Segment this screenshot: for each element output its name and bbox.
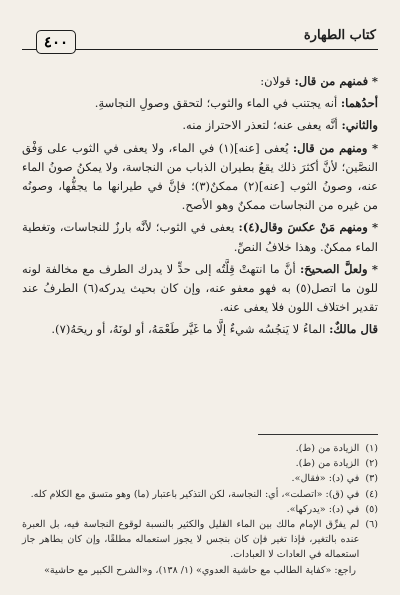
- footnote-number: (٥): [365, 503, 378, 515]
- paragraph-lead: أحدُهما:: [340, 96, 378, 111]
- footnote: [22, 487, 378, 502]
- footnote-text: لم يفرِّق الإمام مالك بين الماء القليل والكثير بالنسبة لوقوع النجاسة فيه، بل العبرة عنده بالتغير، فإذا تغير فإن كان بنجس لا يجوز استعماله مطلقًا، وإن كان بطاهر جاز استعماله في العادات لا العبادات.: [22, 519, 360, 561]
- footnote-divider: [258, 434, 378, 435]
- footnote: [22, 517, 378, 563]
- footnote: [22, 502, 378, 517]
- paragraph-text: قولان:: [260, 74, 295, 88]
- paragraph-lead: ولعلَّ الصحيحَ:: [299, 261, 368, 276]
- footnote-text: في (ق): «اتصلت»، أي: النجاسة، لكن التذكير باعتبار (ما) وهو متسق مع الكلام كله.: [30, 488, 360, 500]
- paragraph: [22, 72, 378, 91]
- paragraph-lead: ومنهم من قال:: [292, 140, 368, 155]
- paragraph-text: يعفى في الثوب؛ لأنَّه بارزٌ للنجاسات، وتغطية الماء ممكنٌ. وهذا خلافُ النصِّ.: [22, 220, 378, 254]
- star-marker: *: [371, 74, 378, 88]
- footnote: [22, 471, 378, 486]
- paragraph-text: أنه يجتنب في الماء والثوب؛ لتحقق وصولِ النجاسةِ.: [94, 96, 341, 111]
- paragraph-text: يُعفى [عنه](١) في الماء، ولا يعفى في الثوب على وَفْق النصَّين؛ لأنَّ أكثرَ ذلك يقعُ بطيران الذباب من النجاسة، ولا يمكنُ صونُ الماء عنه، وصونُ الثوب [عنه](٢) ممكنٌ(٣)؛ فإنَّ في طيرانها ما يجفُّها، وصونُه من غيره من النجاسات ممكنٌ وهو الأصح.: [22, 140, 379, 213]
- paragraph-lead: والثاني:: [341, 118, 378, 133]
- star-marker: *: [371, 220, 379, 235]
- paragraph: [22, 139, 378, 216]
- footnote-number: (٣): [365, 473, 378, 485]
- star-marker: *: [371, 261, 378, 276]
- paragraph-text: أنَّه يعفى عنه؛ لتعذر الاحتراز منه.: [182, 118, 342, 133]
- footnote-number: (٦): [365, 519, 378, 531]
- paragraph-lead: ومنهم مَنْ عكسَ وقال(٤):: [238, 220, 368, 235]
- footnote-text: في (د): «فقال».: [291, 473, 360, 485]
- footnote-text: الزيادة من (ط).: [295, 443, 360, 454]
- footnote-text: في (د): «يدركها».: [286, 503, 360, 515]
- paragraph: [22, 116, 378, 135]
- footnote: [22, 456, 378, 471]
- footnote: [22, 441, 378, 456]
- page-number: ٤٠٠: [36, 30, 76, 54]
- footnote-text: الزيادة من (ط).: [295, 458, 360, 470]
- footnote-continuation: راجع: «كفاية الطالب مع حاشية العدوي» (١/ ١٣٨)، و«الشرح الكبير مع حاشية»: [44, 564, 356, 576]
- chapter-title: كتاب الطهارة: [303, 28, 376, 43]
- main-text: [22, 72, 378, 343]
- paragraph-lead: قال مالكٌ:: [329, 322, 378, 337]
- star-marker: *: [371, 140, 379, 155]
- footnotes: [22, 441, 378, 578]
- footnote-number: (٢): [365, 458, 378, 470]
- paragraph-lead: فمنهم من قال:: [294, 74, 369, 88]
- footnote-number: (١): [365, 443, 378, 454]
- paragraph: [22, 260, 378, 318]
- footnote-number: (٤): [365, 488, 378, 500]
- paragraph-text: الماءُ لا يَنجُسُه شيءٌ إلَّا ما غَيَّر طَعْمَهُ، أو لونَهُ، أو ريحَهُ(٧).: [51, 322, 330, 337]
- page-header: [22, 24, 378, 54]
- paragraph-text: أنَّ ما انتهتْ قِلَّتُه إلى حدٍّ لا يدرك الطرف مع مخالفة لونه للون ما اتصل(٥) به فهو معفو عنه، وإن كان بحيث يدركه(٦) الطرفُ عند تقدير اختلاف اللون فلا يعفى عنه.: [22, 261, 378, 315]
- paragraph: [22, 320, 378, 339]
- paragraph: [22, 94, 378, 113]
- paragraph: [22, 218, 378, 256]
